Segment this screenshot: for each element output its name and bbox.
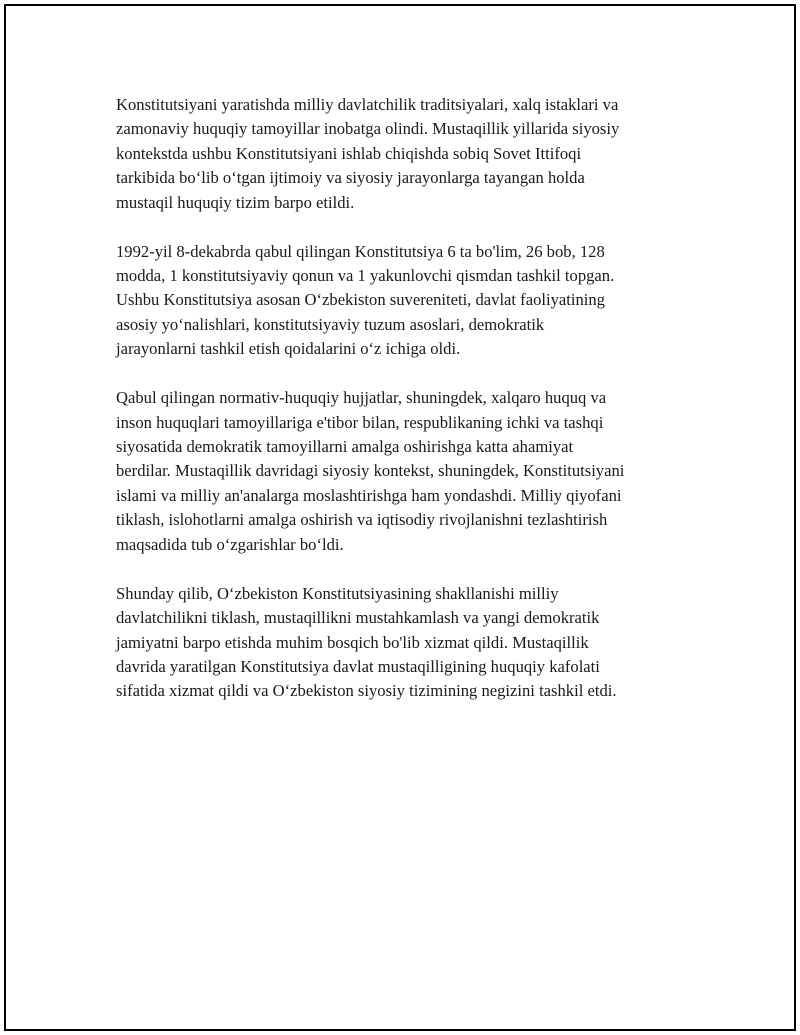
text-line: tiklash, islohotlarni amalga oshirish va iqtisodiy rivojlanishni tezlashtirish <box>116 510 608 530</box>
text-line: kontekstda ushbu Konstitutsiyani ishlab chiqishda sobiq Sovet Ittifoqi <box>116 143 582 163</box>
text-line: asosiy yoʻnalishlari, konstitutsiyaviy tuzum asoslari, demokratik <box>116 314 545 334</box>
text-line: jarayonlarni tashkil etish qoidalarini oʻz ichiga oldi. <box>116 339 461 359</box>
text-line: Konstitutsiyani yaratishda milliy davlatchilik traditsiyalari, xalq istaklari va <box>116 95 619 114</box>
text-line: mustaqil huquqiy tizim barpo etildi. <box>116 192 355 212</box>
text-line: davrida yaratilgan Konstitutsiya davlat mustaqilligining huquqiy kafolati <box>116 656 600 676</box>
text-line: siyosatida demokratik tamoyillarni amalga oshirishga katta ahamiyat <box>116 437 574 457</box>
text-line: Ushbu Konstitutsiya asosan Oʻzbekiston suvereniteti, davlat faoliyatining <box>116 290 605 310</box>
text-line: islami va milliy an'analarga moslashtirishga ham yondashdi. Milliy qiyofani <box>116 485 622 505</box>
paragraph-1 <box>116 93 696 215</box>
document-body <box>116 93 696 728</box>
text-line: davlatchilikni tiklash, mustaqillikni mustahkamlash va yangi demokratik <box>116 608 600 628</box>
text-line: berdilar. Mustaqillik davridagi siyosiy kontekst, shuningdek, Konstitutsiyani <box>116 461 625 481</box>
text-line: 1992-yil 8-dekabrda qabul qilingan Konstitutsiya 6 ta bo'lim, 26 bob, 128 <box>116 241 605 261</box>
text-line: Shunday qilib, Oʻzbekiston Konstitutsiyasining shakllanishi milliy <box>116 583 559 603</box>
text-line: modda, 1 konstitutsiyaviy qonun va 1 yakunlovchi qismdan tashkil topgan. <box>116 266 615 286</box>
text-line: jamiyatni barpo etishda muhim bosqich bo'lib xizmat qildi. Mustaqillik <box>116 632 589 652</box>
text-line: zamonaviy huquqiy tamoyillar inobatga olindi. Mustaqillik yillarida siyosiy <box>116 119 620 139</box>
text-line: tarkibida boʻlib oʻtgan ijtimoiy va siyosiy jarayonlarga tayangan holda <box>116 168 585 188</box>
text-line: sifatida xizmat qildi va Oʻzbekiston siyosiy tizimining negizini tashkil etdi. <box>116 681 617 701</box>
paragraph-3 <box>116 386 696 557</box>
paragraph-2 <box>116 240 696 362</box>
text-line: inson huquqlari tamoyillariga e'tibor bilan, respublikaning ichki va tashqi <box>116 412 604 432</box>
text-line: maqsadida tub oʻzgarishlar boʻldi. <box>116 534 344 554</box>
text-line: Qabul qilingan normativ-huquqiy hujjatlar, shuningdek, xalqaro huquq va <box>116 388 607 408</box>
paragraph-4 <box>116 582 696 704</box>
